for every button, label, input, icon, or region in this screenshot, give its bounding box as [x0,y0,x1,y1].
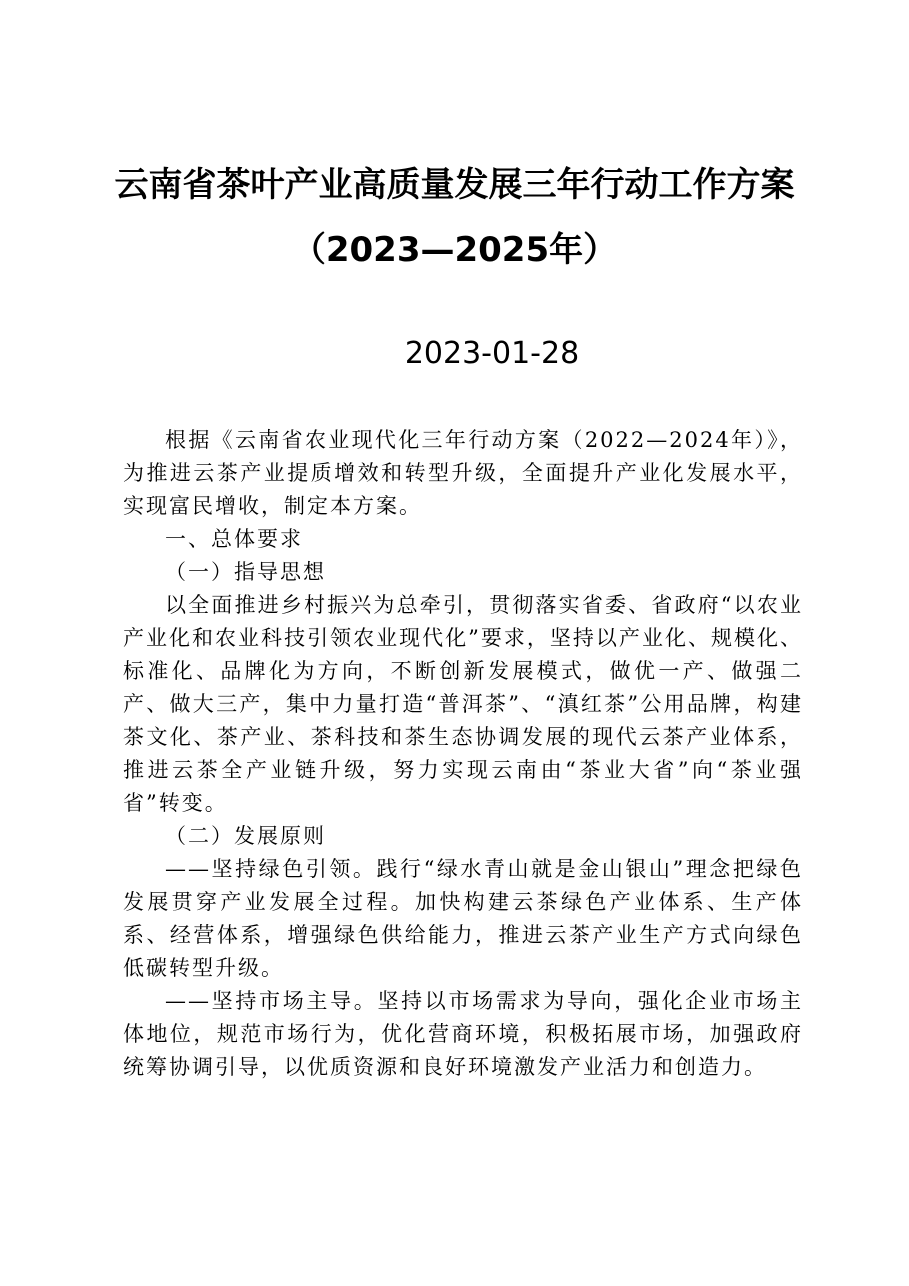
intro-paragraph: 根据《云南省农业现代化三年行动方案（2022—2024年）》，为推进云茶产业提质增效和转型升级，全面提升产业化发展水平，实现富民增收，制定本方案。 [123,428,803,518]
document-body [123,424,803,1084]
document-title: 云南省茶叶产业高质量发展三年行动工作方案 [114,165,795,205]
subsection-heading-guiding-ideology: （一）指导思想 [165,560,326,584]
section-heading-general-requirements: 一、总体要求 [165,527,303,551]
principle-green-paragraph: ——坚持绿色引领。践行“绿水青山就是金山银山”理念把绿色发展贯穿产业发展全过程。加快构建云茶绿色产业体系、生产体系、经营体系，增强绿色供给能力，推进云茶产业生产方式向绿色低碳转型升级。 [123,857,803,980]
subsection-heading-development-principles: （二）发展原则 [165,824,326,848]
principle-market-paragraph: ——坚持市场主导。坚持以市场需求为导向，强化企业市场主体地位，规范市场行为，优化营商环境，积极拓展市场，加强政府统筹协调引导，以优质资源和良好环境激发产业活力和创造力。 [123,989,803,1079]
guiding-ideology-paragraph: 以全面推进乡村振兴为总牵引，贯彻落实省委、省政府“以农业产业化和农业科技引领农业现代化”要求，坚持以产业化、规模化、标准化、品牌化为方向，不断创新发展模式，做优一产、做强二产、做大三产，集中力量打造“普洱茶”、“滇红茶”公用品牌，构建茶文化、茶产业、茶科技和茶生态协调发展的现代云茶产业体系，推进云茶全产业链升级，努力实现云南由“茶业大省”向“茶业强省”转变。 [123,593,803,815]
document-date: 2023-01-28 [404,336,580,371]
document-subtitle: （2023—2025年） [291,230,618,270]
